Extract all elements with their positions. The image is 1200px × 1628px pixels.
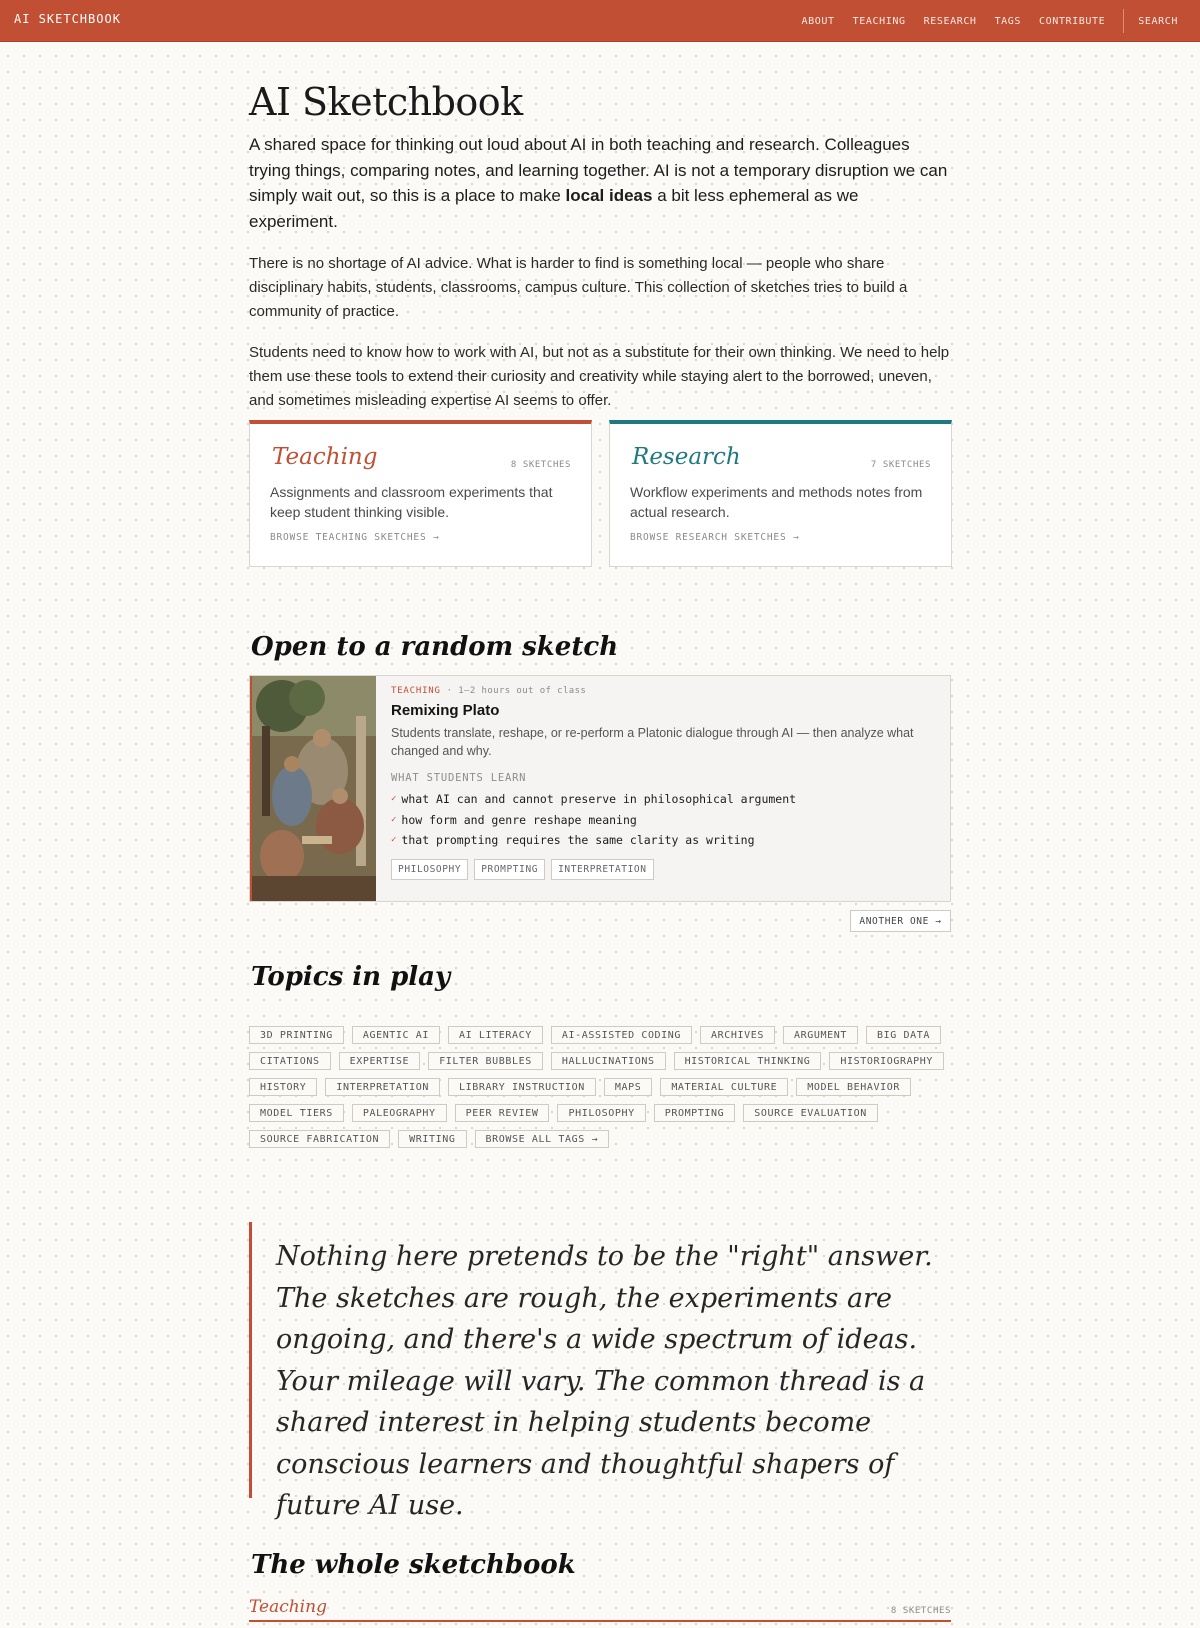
check-icon: ✓ [391,835,397,845]
sketch-category[interactable]: TEACHING [391,686,441,696]
topic-tag[interactable]: SOURCE EVALUATION [743,1104,878,1122]
sketch-title[interactable]: Remixing Plato [391,702,500,719]
meta-separator: · [446,686,453,696]
browse-research-link[interactable]: BROWSE RESEARCH SKETCHES → [630,532,800,543]
learn-item-text: what AI can and cannot preserve in philosophical argument [401,792,797,806]
hero-lead-text: A shared space for thinking out loud about AI in both teaching and research. Colleagues trying things, comparing notes, and learning together. AI is not a temporary disruption we can simply wait out, so this is a place to make [249,135,948,205]
teaching-card-title: Teaching [272,444,378,470]
topic-tag[interactable]: EXPERTISE [339,1052,421,1070]
top-bar [0,0,1200,42]
topic-tag[interactable]: MODEL TIERS [249,1104,344,1122]
research-card-description: Workflow experiments and methods notes from actual research. [630,484,923,520]
check-icon: ✓ [391,794,397,804]
topic-tag[interactable]: MATERIAL CULTURE [660,1078,788,1096]
topic-tag[interactable]: AI LITERACY [448,1026,543,1044]
topic-tag[interactable]: HISTORICAL THINKING [674,1052,822,1070]
nav-contribute[interactable]: CONTRIBUTE [1039,15,1106,27]
sketch-description: Students translate, reshape, or re-perform a Platonic dialogue through AI — then analyze what changed and why. [391,726,914,758]
learn-item [391,830,926,851]
random-sketch-body [391,686,926,880]
page-title: AI Sketchbook [249,80,523,124]
random-sketch-card[interactable] [249,675,951,902]
topic-tag[interactable]: BIG DATA [866,1026,941,1044]
learn-item [391,789,926,810]
hero-lead [249,132,951,234]
nav-research[interactable]: RESEARCH [923,15,977,27]
topic-tag[interactable]: LIBRARY INSTRUCTION [448,1078,596,1096]
topics-list [249,1026,951,1148]
topic-tag[interactable]: MAPS [604,1078,652,1096]
teaching-card-count: 8 SKETCHES [510,460,571,470]
mosaic-image-icon [252,676,376,901]
topic-tag[interactable]: MODEL BEHAVIOR [796,1078,911,1096]
browse-all-tags-link[interactable]: BROWSE ALL TAGS → [475,1130,610,1148]
intro-paragraph-2: Students need to know how to work with AI, but not as a substitute for their own thinking. We need to help them use these tools to extend their curiosity and creativity while staying alert to the borrowed, uneven, and sometimes misleading expertise AI seems to offer. [249,344,950,409]
topic-tag[interactable]: WRITING [398,1130,466,1148]
sketch-tags [391,859,926,880]
learn-heading: WHAT STUDENTS LEARN [391,772,527,784]
whole-teaching-title: Teaching [249,1597,327,1617]
whole-sketchbook-heading: The whole sketchbook [251,1550,576,1580]
learn-item [391,810,926,831]
philosophy-quote [249,1222,949,1521]
site-brand-link[interactable]: AI SKETCHBOOK [14,12,121,26]
intro-paragraph-1: There is no shortage of AI advice. What is harder to find is something local — people who share disciplinary habits, students, classrooms, campus culture. This collection of sketches tries to build a community of practice. [249,255,908,320]
browse-teaching-link[interactable]: BROWSE TEACHING SKETCHES → [270,532,440,543]
topic-tag[interactable]: AI-ASSISTED CODING [551,1026,692,1044]
topic-tag[interactable]: HISTORY [249,1078,317,1096]
topic-tag[interactable]: INTERPRETATION [325,1078,440,1096]
check-icon: ✓ [391,814,397,825]
sketch-meta [391,686,926,696]
learn-list [391,789,926,851]
main-nav [802,0,1200,42]
random-sketch-heading: Open to a random sketch [251,632,619,662]
topic-tag[interactable]: CITATIONS [249,1052,331,1070]
topic-tag[interactable]: ARGUMENT [783,1026,858,1044]
topic-tag[interactable]: SOURCE FABRICATION [249,1130,390,1148]
topic-tag[interactable]: PHILOSOPHY [557,1104,645,1122]
nav-tags[interactable]: TAGS [994,15,1022,27]
topic-tag[interactable]: FILTER BUBBLES [428,1052,543,1070]
topic-tag[interactable]: PROMPTING [654,1104,736,1122]
whole-teaching-row[interactable] [249,1594,951,1622]
teaching-card[interactable] [249,420,592,567]
topic-tag[interactable]: HALLUCINATIONS [551,1052,666,1070]
topic-tag[interactable]: 3D PRINTING [249,1026,344,1044]
another-one-button[interactable]: ANOTHER ONE → [850,910,951,932]
nav-divider [1123,9,1124,33]
research-card-count: 7 SKETCHES [870,460,931,470]
topic-tag[interactable]: PALEOGRAPHY [352,1104,447,1122]
sketch-tag[interactable]: PROMPTING [474,859,545,880]
nav-about[interactable]: ABOUT [801,15,835,27]
topic-tag[interactable]: AGENTIC AI [352,1026,440,1044]
topic-tag[interactable]: HISTORIOGRAPHY [829,1052,944,1070]
sketch-tag[interactable]: INTERPRETATION [551,859,653,880]
learn-item-text: that prompting requires the same clarity as writing [401,833,755,847]
hero-lead-emphasis: local ideas [565,186,653,205]
research-card[interactable] [609,420,952,567]
sketch-tag[interactable]: PHILOSOPHY [391,859,468,880]
topics-heading: Topics in play [251,962,451,992]
nav-search[interactable]: SEARCH [1138,15,1178,27]
topic-tag[interactable]: PEER REVIEW [455,1104,550,1122]
quote-text: Nothing here pretends to be the "right" answer. The sketches are rough, the experiments are ongoing, and there's a wide spectrum of ideas. Your mileage will vary. The common thread is a shared interest in helping students become conscious learners and thoughtful shapers of future AI use. [276,1241,933,1521]
whole-teaching-count: 8 SKETCHES [890,1606,951,1616]
mosaic-illustration [250,676,376,901]
nav-teaching[interactable]: TEACHING [852,15,906,27]
research-card-title: Research [632,444,741,470]
sketch-duration: 1–2 hours out of class [458,686,587,696]
teaching-card-description: Assignments and classroom experiments that keep student thinking visible. [270,484,553,520]
topic-tag[interactable]: ARCHIVES [700,1026,775,1044]
hero-lead-text-end: a bit less ephemeral as we experiment. [249,186,859,231]
learn-item-text: how form and genre reshape meaning [401,812,637,827]
